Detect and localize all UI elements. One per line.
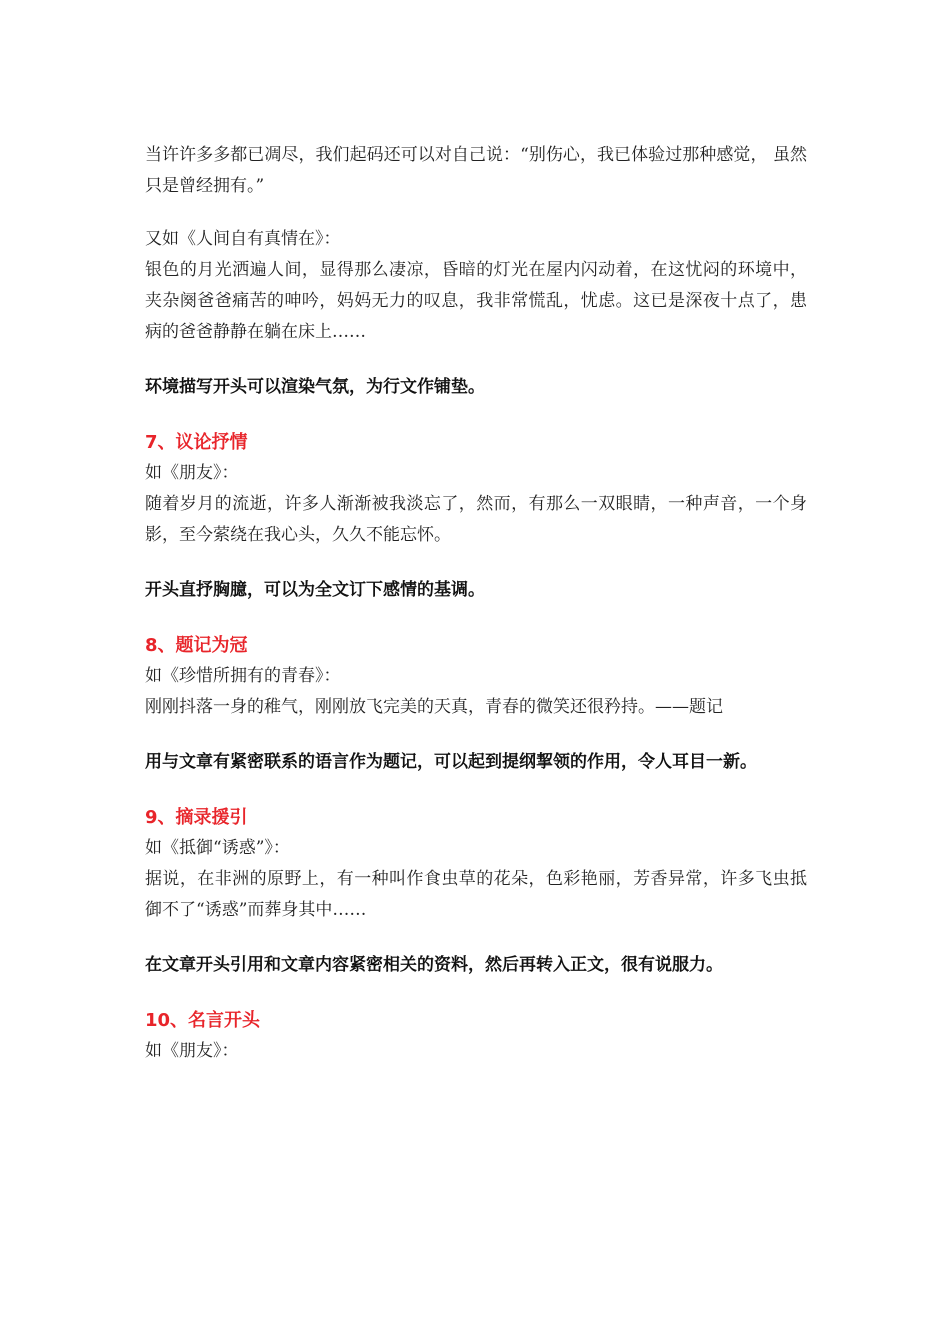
paragraph-example-text: 刚刚抖落一身的稚气，刚刚放飞完美的天真，青春的微笑还很矜持。——题记: [145, 697, 723, 717]
paragraph-example-intro: 如《抵御“诱惑”》：: [145, 838, 290, 858]
paragraph-example-text: 随着岁月的流逝，许多人渐渐被我淡忘了，然而，有那么一双眼睛，一种声音，一个身影，至今萦绕在我心头，久久不能忘怀。: [145, 494, 807, 545]
section-heading-9: 9、摘录援引: [145, 807, 248, 828]
section-heading-10: 10、名言开头: [145, 1010, 261, 1031]
summary-epigraph: 用与文章有紧密联系的语言作为题记，可以起到提纲挈领的作用，令人耳目一新。: [145, 752, 757, 772]
paragraph-example-intro: 又如《人间自有真情在》：: [145, 229, 341, 249]
document-body: [145, 140, 807, 1067]
paragraph-example-text: 据说，在非洲的原野上，有一种叫作食虫草的花朵，色彩艳丽，芳香异常，许多飞虫抵御不了“诱惑”而葬身其中……: [145, 869, 807, 920]
paragraph-example-intro: 如《珍惜所拥有的青春》：: [145, 666, 341, 686]
section-heading-8: 8、题记为冠: [145, 635, 248, 656]
summary-environment: 环境描写开头可以渲染气氛，为行文作铺垫。: [145, 377, 485, 397]
section-heading-7: 7、议论抒情: [145, 432, 248, 453]
summary-citation: 在文章开头引用和文章内容紧密相关的资料，然后再转入正文，很有说服力。: [145, 955, 723, 975]
paragraph-example-intro: 如《朋友》：: [145, 1041, 239, 1061]
paragraph-example-text: 银色的月光洒遍人间，显得那么凄凉，昏暗的灯光在屋内闪动着，在这忧闷的环境中，夹杂阕爸爸痛苦的呻吟，妈妈无力的叹息，我非常慌乱，忧虑。这已是深夜十点了，患病的爸爸静静在躺在床上……: [145, 260, 807, 342]
summary-lyric: 开头直抒胸臆，可以为全文订下感情的基调。: [145, 580, 485, 600]
paragraph-quote-ending: 当许许多多都已凋尽，我们起码还可以对自己说：“别伤心，我已体验过那种感觉， 虽然只是曾经拥有。”: [145, 145, 807, 196]
paragraph-example-intro: 如《朋友》：: [145, 463, 239, 483]
